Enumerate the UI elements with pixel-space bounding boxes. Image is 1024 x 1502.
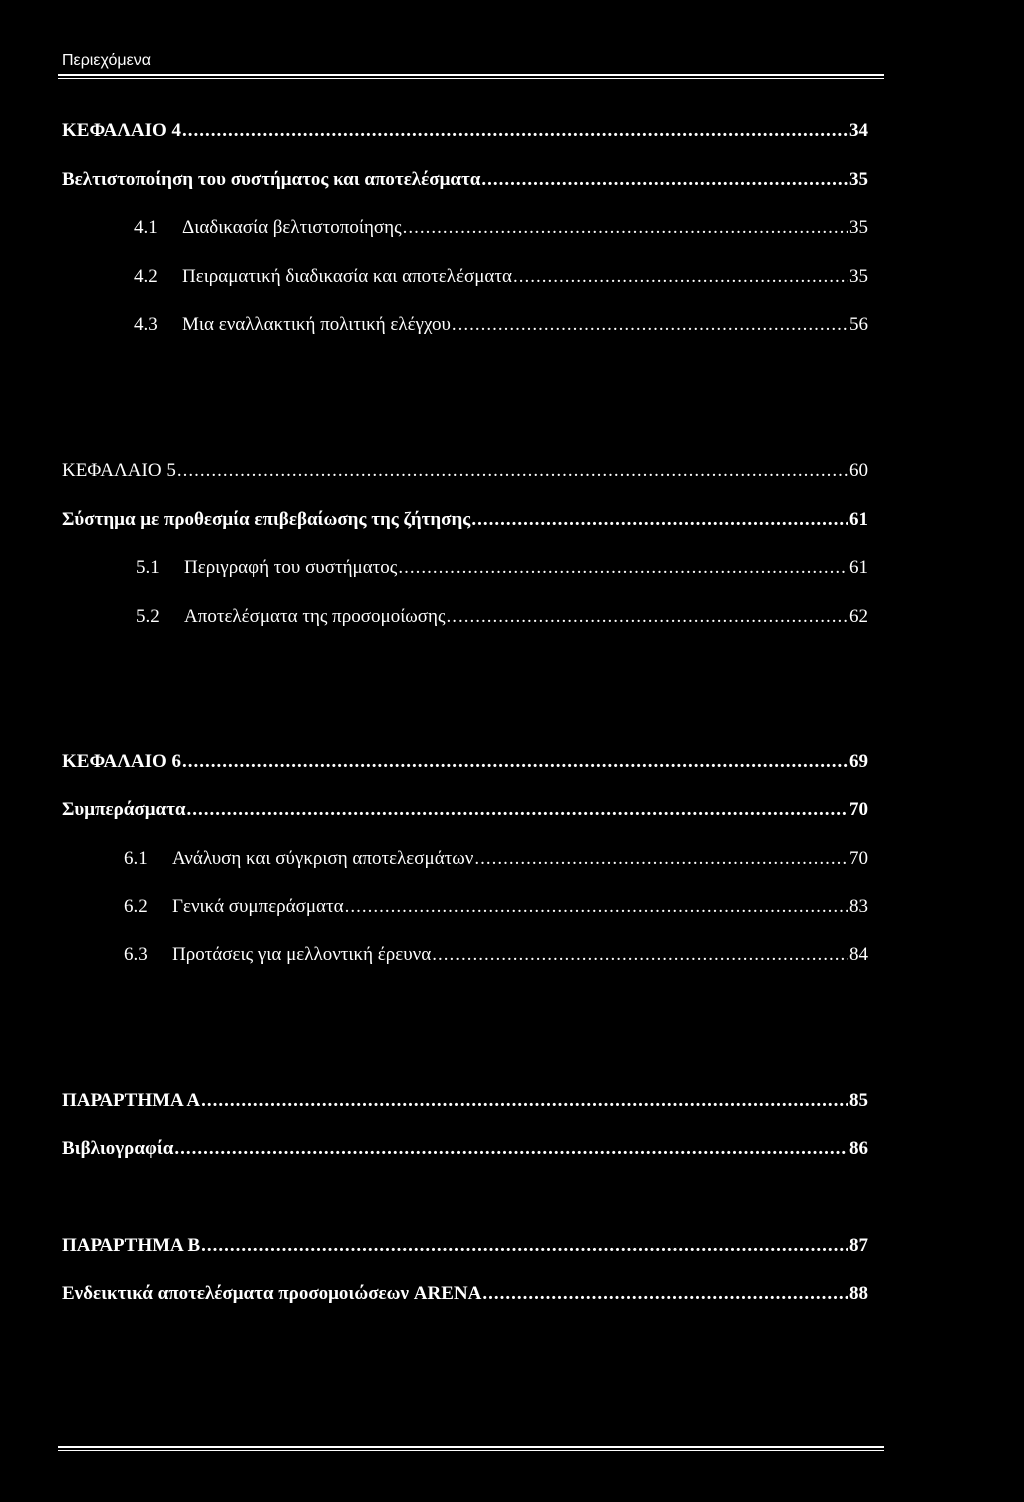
- toc-title: ΠΑΡΑΡΤΗΜΑ Α: [62, 1090, 201, 1111]
- header-rule: [58, 74, 884, 79]
- toc-leader: [474, 848, 848, 870]
- toc-leader: [177, 460, 848, 482]
- toc-title: ΠΑΡΑΡΤΗΜΑ Β: [62, 1235, 201, 1256]
- toc-entry-chapter-4[interactable]: [62, 120, 868, 142]
- toc-entry-6-1[interactable]: [124, 848, 868, 870]
- toc-entry-optimization[interactable]: [62, 169, 868, 191]
- toc-leader: [398, 557, 848, 579]
- toc-leader: [403, 217, 848, 239]
- toc-entry-bibliography[interactable]: [62, 1138, 868, 1160]
- toc-title: Αποτελέσματα της προσομοίωσης: [184, 606, 446, 627]
- toc-leader: [452, 314, 848, 336]
- toc-title: Πειραματική διαδικασία και αποτελέσματα: [182, 266, 512, 287]
- toc-entry-5-1[interactable]: [136, 557, 868, 579]
- toc-entry-arena-results[interactable]: [62, 1283, 868, 1305]
- toc-title: Βιβλιογραφία: [62, 1138, 174, 1159]
- toc-title: Μια εναλλακτική πολιτική ελέγχου: [182, 314, 451, 335]
- toc-page: 34: [849, 120, 868, 141]
- toc-leader: [513, 266, 848, 288]
- toc-entry-4-1[interactable]: [134, 217, 868, 239]
- toc-entry-conclusions[interactable]: [62, 799, 868, 821]
- toc-page: 60: [849, 460, 868, 481]
- toc-leader: [186, 799, 848, 821]
- toc-page: 69: [849, 751, 868, 772]
- toc-page: 88: [849, 1283, 868, 1304]
- toc-entry-4-3[interactable]: [134, 314, 868, 336]
- toc-title: Συμπεράσματα: [62, 799, 186, 820]
- toc-page: 85: [849, 1090, 868, 1111]
- toc-number: 6.2: [124, 896, 148, 917]
- toc-title: Περιγραφή του συστήματος: [184, 557, 398, 578]
- toc-number: 6.3: [124, 944, 148, 965]
- running-header: Περιεχόμενα: [62, 52, 151, 69]
- toc-title: Γενικά συμπεράσματα: [172, 896, 344, 917]
- toc-number: 5.1: [136, 557, 160, 578]
- toc-entry-chapter-6[interactable]: [62, 751, 868, 773]
- toc-leader: [447, 606, 848, 628]
- toc-entry-4-2[interactable]: [134, 266, 868, 288]
- toc-leader: [481, 169, 848, 191]
- toc-page: 56: [849, 314, 868, 335]
- toc-entry-6-2[interactable]: [124, 896, 868, 918]
- toc-page: 87: [849, 1235, 868, 1256]
- toc-leader: [471, 509, 848, 531]
- toc-page: 61: [849, 557, 868, 578]
- toc-leader: [201, 1090, 848, 1112]
- toc-number: 4.3: [134, 314, 158, 335]
- toc-leader: [182, 751, 848, 773]
- toc-entry-demand-confirmation[interactable]: [62, 509, 868, 531]
- toc-entry-5-2[interactable]: [136, 606, 868, 628]
- toc-page: 84: [849, 944, 868, 965]
- toc-page: 35: [849, 217, 868, 238]
- toc-page: 35: [849, 266, 868, 287]
- toc-title: ΚΕΦΑΛΑΙΟ 6: [62, 751, 182, 772]
- toc-leader: [482, 1283, 848, 1305]
- toc-number: 4.2: [134, 266, 158, 287]
- toc-title: Διαδικασία βελτιστοποίησης: [182, 217, 402, 238]
- toc-entry-appendix-a[interactable]: [62, 1090, 868, 1112]
- toc-page: 86: [849, 1138, 868, 1159]
- toc-leader: [174, 1138, 848, 1160]
- toc-page: 70: [849, 848, 868, 869]
- toc-title: ΚΕΦΑΛΑΙΟ 5: [62, 460, 176, 481]
- toc-number: 5.2: [136, 606, 160, 627]
- toc-number: 6.1: [124, 848, 148, 869]
- toc-title: Προτάσεις για μελλοντική έρευνα: [172, 944, 432, 965]
- toc-number: 4.1: [134, 217, 158, 238]
- toc-title: Ανάλυση και σύγκριση αποτελεσμάτων: [172, 848, 474, 869]
- toc-page: 35: [849, 169, 868, 190]
- toc-title: Βελτιστοποίηση του συστήματος και αποτελέσματα: [62, 169, 481, 190]
- footer-rule: [58, 1446, 884, 1451]
- toc-title: Σύστημα με προθεσμία επιβεβαίωσης της ζήτησης: [62, 509, 471, 530]
- toc-title: ΚΕΦΑΛΑΙΟ 4: [62, 120, 182, 141]
- toc-entry-6-3[interactable]: [124, 944, 868, 966]
- toc-entry-chapter-5[interactable]: [62, 460, 868, 482]
- toc-leader: [345, 896, 848, 918]
- toc-leader: [182, 120, 848, 142]
- toc-page: 62: [849, 606, 868, 627]
- toc-leader: [201, 1235, 848, 1257]
- toc-page: 61: [849, 509, 868, 530]
- toc-page: 70: [849, 799, 868, 820]
- toc-title: Ενδεικτικά αποτελέσματα προσομοιώσεων ARENA: [62, 1283, 482, 1304]
- toc-entry-appendix-b[interactable]: [62, 1235, 868, 1257]
- toc-leader: [432, 944, 848, 966]
- toc-page: 83: [849, 896, 868, 917]
